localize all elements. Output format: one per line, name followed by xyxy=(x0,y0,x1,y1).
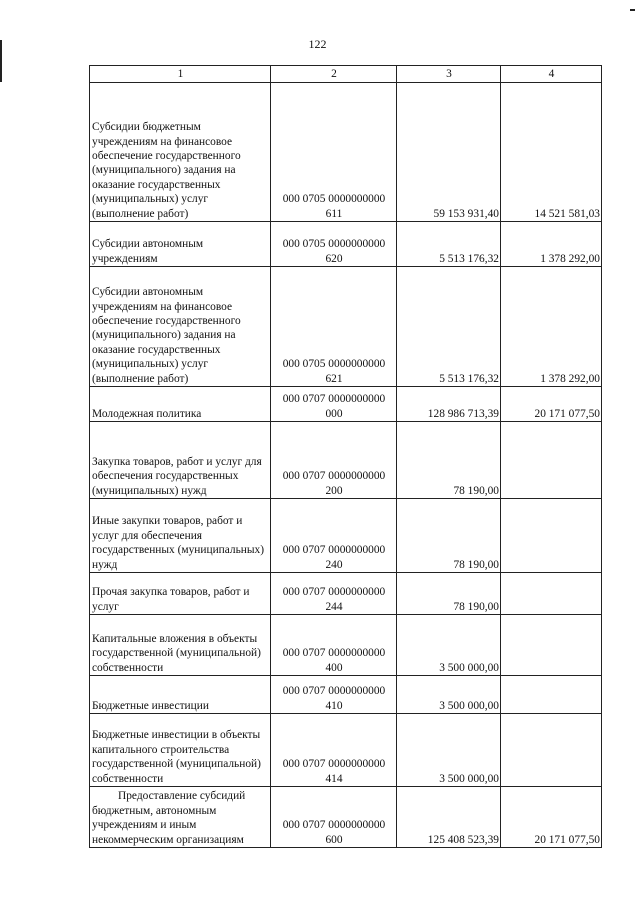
row-name: Бюджетные инвестиции xyxy=(90,676,271,714)
table-header-row xyxy=(90,66,602,83)
row-value-1: 5 513 176,32 xyxy=(397,267,501,387)
row-value-1: 78 190,00 xyxy=(397,422,501,499)
row-code: 000 0707 0000000000 400 xyxy=(271,615,397,676)
row-name: Субсидии автономным учреждениям на финансовое обеспечение государственного (муниципального) задания на оказание государственных (муниципальных) услуг (выполнение работ) xyxy=(90,267,271,387)
row-value-2 xyxy=(501,615,602,676)
row-value-1: 3 500 000,00 xyxy=(397,714,501,787)
row-value-1: 3 500 000,00 xyxy=(397,676,501,714)
row-value-1: 5 513 176,32 xyxy=(397,222,501,267)
table-row xyxy=(90,499,602,573)
row-code: 000 0707 0000000000 600 xyxy=(271,787,397,848)
row-code: 000 0707 0000000000 240 xyxy=(271,499,397,573)
row-value-2 xyxy=(501,422,602,499)
table-row xyxy=(90,422,602,499)
row-code: 000 0707 0000000000 000 xyxy=(271,387,397,422)
row-name: Субсидии бюджетным учреждениям на финансовое обеспечение государственного (муниципального) задания на оказание государственных (муниципальных) услуг (выполнение работ) xyxy=(90,83,271,222)
column-header: 3 xyxy=(397,66,501,83)
row-code: 000 0705 0000000000 611 xyxy=(271,83,397,222)
row-value-2: 20 171 077,50 xyxy=(501,387,602,422)
table-row xyxy=(90,676,602,714)
row-name: Молодежная политика xyxy=(90,387,271,422)
page-number: 122 xyxy=(308,37,327,51)
row-name: Субсидии автономным учреждениям xyxy=(90,222,271,267)
row-name: Закупка товаров, работ и услуг для обеспечения государственных (муниципальных) нужд xyxy=(90,422,271,499)
table-row xyxy=(90,615,602,676)
table-row xyxy=(90,714,602,787)
row-code: 000 0707 0000000000 244 xyxy=(271,573,397,615)
row-value-2: 1 378 292,00 xyxy=(501,222,602,267)
row-name: Бюджетные инвестиции в объекты капитального строительства государственной (муниципальной) собственности xyxy=(90,714,271,787)
table-row xyxy=(90,222,602,267)
row-name: Прочая закупка товаров, работ и услуг xyxy=(90,573,271,615)
row-name: Предоставление субсидий бюджетным, автономным учреждениям и иным некоммерческим организациям xyxy=(90,787,271,848)
row-value-2 xyxy=(501,499,602,573)
row-value-2: 14 521 581,03 xyxy=(501,83,602,222)
row-value-2: 20 171 077,50 xyxy=(501,787,602,848)
row-value-1: 128 986 713,39 xyxy=(397,387,501,422)
row-code: 000 0705 0000000000 621 xyxy=(271,267,397,387)
row-value-1: 59 153 931,40 xyxy=(397,83,501,222)
row-code: 000 0707 0000000000 200 xyxy=(271,422,397,499)
row-value-2 xyxy=(501,573,602,615)
table-row xyxy=(90,83,602,222)
row-code: 000 0707 0000000000 414 xyxy=(271,714,397,787)
row-name: Иные закупки товаров, работ и услуг для обеспечения государственных (муниципальных) нужд xyxy=(90,499,271,573)
row-value-1: 78 190,00 xyxy=(397,499,501,573)
column-header: 4 xyxy=(501,66,602,83)
budget-table xyxy=(89,65,602,848)
table-row xyxy=(90,387,602,422)
row-value-2 xyxy=(501,714,602,787)
table-row xyxy=(90,573,602,615)
corner-mark xyxy=(630,9,635,11)
row-code: 000 0705 0000000000 620 xyxy=(271,222,397,267)
column-header: 1 xyxy=(90,66,271,83)
row-value-2 xyxy=(501,676,602,714)
column-header: 2 xyxy=(271,66,397,83)
row-value-1: 78 190,00 xyxy=(397,573,501,615)
row-value-2: 1 378 292,00 xyxy=(501,267,602,387)
row-value-1: 3 500 000,00 xyxy=(397,615,501,676)
row-code: 000 0707 0000000000 410 xyxy=(271,676,397,714)
table-row xyxy=(90,267,602,387)
table-row xyxy=(90,787,602,848)
row-name: Капитальные вложения в объекты государственной (муниципальной) собственности xyxy=(90,615,271,676)
row-value-1: 125 408 523,39 xyxy=(397,787,501,848)
